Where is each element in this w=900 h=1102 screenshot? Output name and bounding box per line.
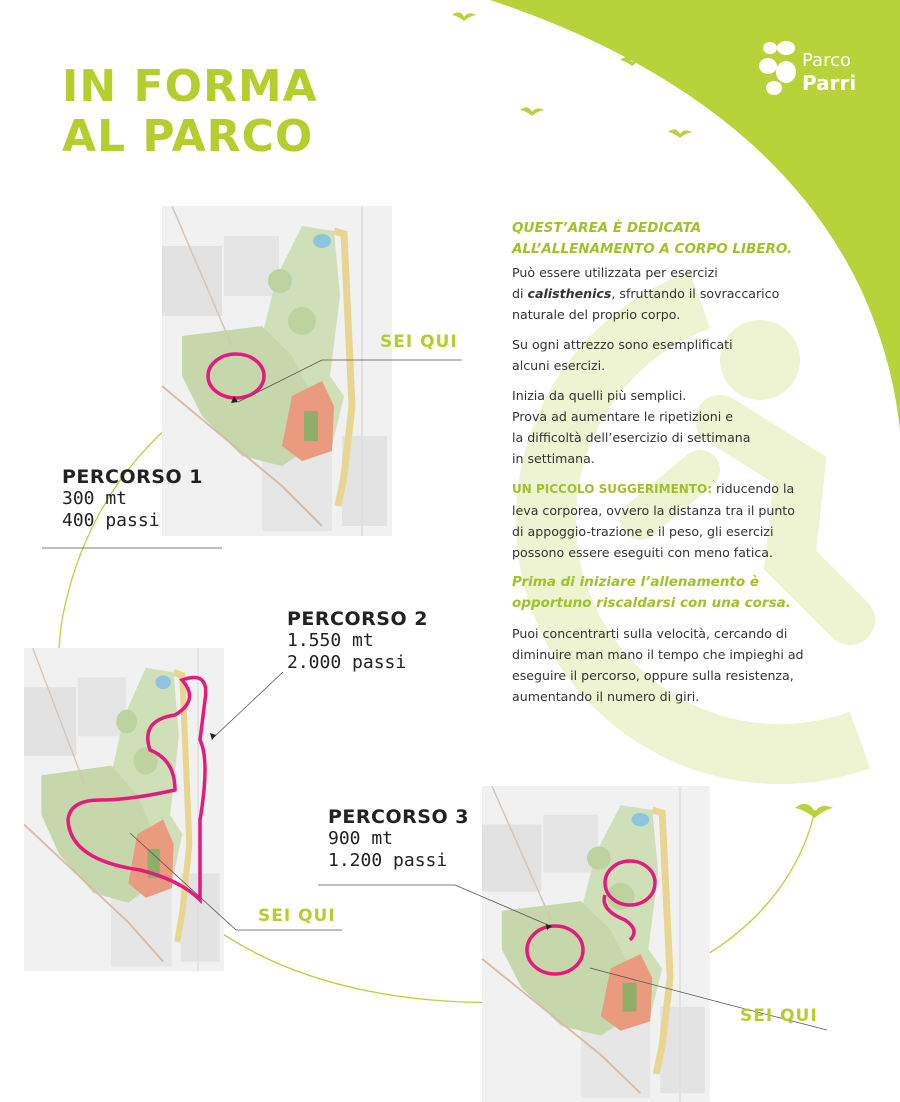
route-distance: 300 mt bbox=[62, 488, 128, 509]
you-are-here-label-3: SEI QUI bbox=[740, 1006, 818, 1026]
text-line: Prova ad aumentare le ripetizioni e bbox=[512, 409, 734, 424]
intro-heading-line-1: QUEST’AREA È DEDICATA bbox=[512, 220, 702, 236]
route-1-label bbox=[62, 466, 203, 532]
text-line: eseguire il percorso, oppure sulla resistenza, bbox=[512, 668, 794, 683]
you-are-here-label-1: SEI QUI bbox=[380, 332, 458, 352]
route-2-label bbox=[287, 608, 428, 674]
text-line: di appoggio-trazione e il peso, gli esercizi bbox=[512, 524, 774, 539]
title-line-1: IN FORMA bbox=[62, 61, 318, 112]
paragraph-calisthenics bbox=[512, 262, 852, 325]
route-name: PERCORSO 1 bbox=[62, 466, 203, 488]
park-logo-text bbox=[802, 50, 856, 94]
info-text bbox=[512, 218, 852, 716]
route-distance: 900 mt bbox=[328, 828, 394, 849]
text-line: naturale del proprio corpo. bbox=[512, 307, 681, 322]
intro-heading-line-2: ALL’ALLENAMENTO A CORPO LIBERO. bbox=[512, 241, 793, 257]
route-3-label bbox=[328, 806, 469, 872]
text-line: Puoi concentrarti sulla velocità, cercando di bbox=[512, 626, 788, 641]
page-title bbox=[62, 62, 318, 162]
map-route-2 bbox=[24, 648, 224, 971]
text-line: Inizia da quelli più semplici. bbox=[512, 388, 687, 403]
text-line: alcuni esercizi. bbox=[512, 358, 606, 373]
text-line: la difficoltà dell’esercizio di settimana bbox=[512, 430, 751, 445]
paragraph-equipment bbox=[512, 334, 852, 376]
text-line: di bbox=[512, 286, 528, 301]
route-name: PERCORSO 3 bbox=[328, 806, 469, 828]
text-line: in settimana. bbox=[512, 451, 595, 466]
title-line-2: AL PARCO bbox=[62, 111, 314, 162]
warmup-note bbox=[512, 572, 852, 614]
route-steps: 400 passi bbox=[62, 510, 160, 531]
paragraph-tip bbox=[512, 478, 852, 563]
text-line: riducendo la bbox=[712, 481, 795, 496]
text-line: possono essere eseguiti con meno fatica. bbox=[512, 545, 774, 560]
text-line: , sfruttando il sovraccarico bbox=[611, 286, 780, 301]
route-steps: 1.200 passi bbox=[328, 850, 448, 871]
paragraph-goals bbox=[512, 623, 852, 707]
route-name: PERCORSO 2 bbox=[287, 608, 428, 630]
tip-label: UN PICCOLO SUGGERIMENTO: bbox=[512, 482, 712, 496]
route-distance: 1.550 mt bbox=[287, 630, 374, 651]
route-steps: 2.000 passi bbox=[287, 652, 407, 673]
text-line: Può essere utilizzata per esercizi bbox=[512, 265, 718, 280]
logo-line-1: Parco bbox=[802, 50, 851, 71]
text-line: Su ogni attrezzo sono esemplificati bbox=[512, 337, 733, 352]
highlight-word: calisthenics bbox=[527, 286, 612, 301]
text-line: Prima di iniziare l’allenamento è bbox=[512, 574, 760, 590]
logo-line-2: Parri bbox=[802, 71, 857, 95]
you-are-here-label-2: SEI QUI bbox=[258, 906, 336, 926]
map-route-3 bbox=[482, 786, 710, 1102]
text-line: opportuno riscaldarsi con una corsa. bbox=[512, 595, 791, 611]
paragraph-progression bbox=[512, 385, 852, 469]
text-line: diminuire man mano il tempo che impieghi ad bbox=[512, 647, 804, 662]
text-line: leva corporea, ovvero la distanza tra il punto bbox=[512, 503, 795, 518]
text-line: aumentando il numero di giri. bbox=[512, 689, 700, 704]
intro-heading bbox=[512, 218, 852, 260]
